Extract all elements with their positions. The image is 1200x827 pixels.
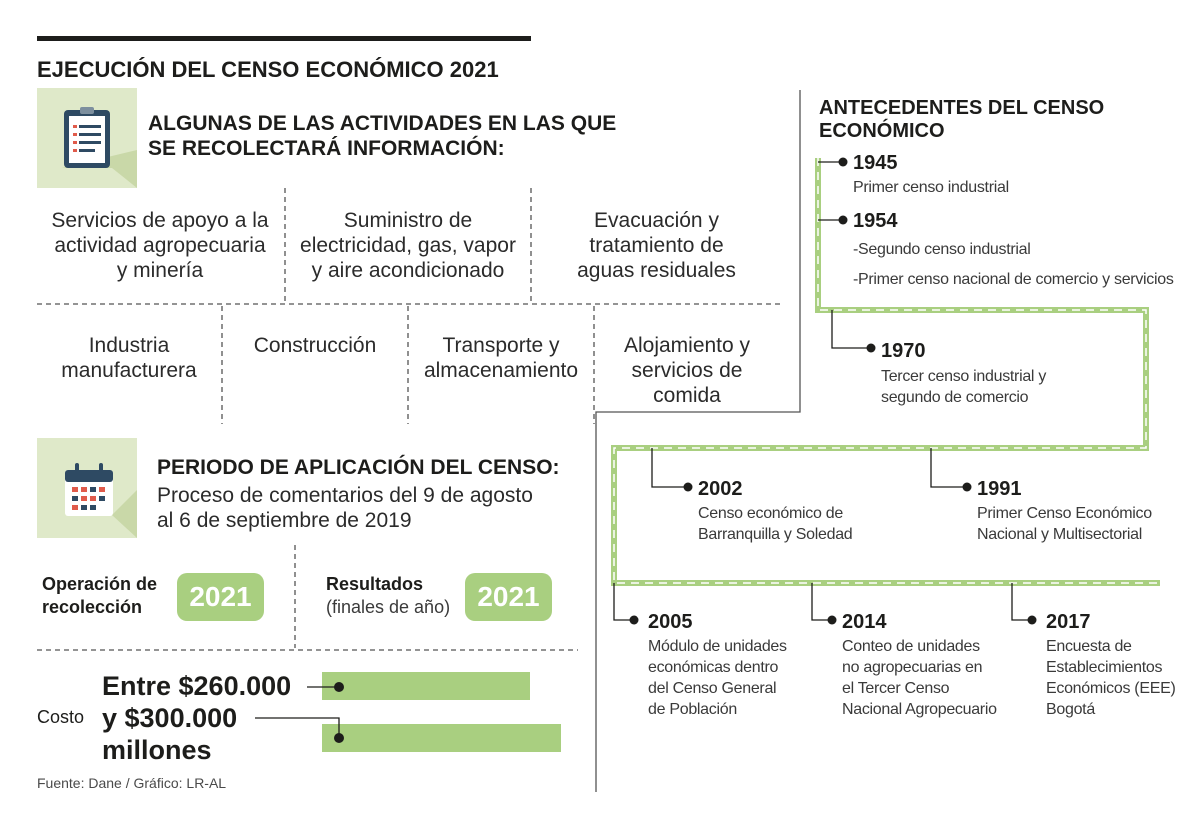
activity-line: y aire acondicionado <box>311 259 505 282</box>
activities-heading <box>148 111 616 161</box>
event-desc-2017 <box>1046 636 1175 720</box>
activity-line: Suministro de <box>343 209 473 232</box>
event-desc-line: -Segundo censo industrial <box>853 241 1031 258</box>
activity-construccion <box>223 333 407 358</box>
cost-line: millones <box>102 735 212 765</box>
event-desc-1954 <box>853 235 1174 295</box>
event-desc-line: de Población <box>648 701 737 718</box>
activity-apoyo-agropecuaria <box>37 208 283 283</box>
event-desc-1945 <box>853 177 1009 198</box>
clipboard-icon <box>37 88 137 188</box>
activity-line: servicios de <box>631 359 743 382</box>
event-desc-line: del Censo General <box>648 680 777 697</box>
event-year-2017: 2017 <box>1046 611 1091 633</box>
event-desc-line: Económicos (EEE) <box>1046 680 1176 697</box>
cost-bar-low <box>322 672 530 700</box>
activity-line: manufacturera <box>61 359 197 382</box>
history-heading-line: ANTECEDENTES DEL CENSO <box>819 97 1105 119</box>
activity-line: Industria <box>88 334 170 357</box>
event-year-1991: 1991 <box>977 478 1022 500</box>
activity-line: comida <box>653 384 721 407</box>
event-desc-line: -Primer censo nacional de comercio y servicios <box>853 271 1174 288</box>
timeline-dot-1954 <box>839 216 848 225</box>
event-year-1970: 1970 <box>881 340 926 362</box>
event-year-2014: 2014 <box>842 611 887 633</box>
event-desc-line: el Tercer Censo <box>842 680 950 697</box>
event-desc-line: segundo de comercio <box>881 389 1029 406</box>
event-desc-line: Módulo de unidades <box>648 638 787 655</box>
event-desc-2014 <box>842 636 997 720</box>
timeline-dot-1970 <box>867 344 876 353</box>
period-heading: PERIODO DE APLICACIÓN DEL CENSO: <box>157 456 560 479</box>
activity-line: actividad agropecuaria <box>54 234 266 257</box>
event-desc-line: Nacional Agropecuario <box>842 701 997 718</box>
event-desc-line: Primer Censo Económico <box>977 505 1152 522</box>
period-line: Proceso de comentarios del 9 de agosto <box>157 484 533 507</box>
timeline-dot-1945 <box>839 158 848 167</box>
activities-heading-line2: SE RECOLECTARÁ INFORMACIÓN: <box>148 137 505 160</box>
history-heading-line: ECONÓMICO <box>819 120 945 142</box>
timeline-dot-2014 <box>828 616 837 625</box>
event-desc-line: Establecimientos <box>1046 659 1163 676</box>
cost-label: Costo <box>37 707 85 727</box>
event-desc-1970 <box>881 366 1046 408</box>
event-year-1954: 1954 <box>853 210 898 232</box>
results-year-badge: 2021 <box>465 573 552 621</box>
cost-bars <box>255 672 561 752</box>
timeline-dot-2002 <box>684 483 693 492</box>
results-sub-line: (finales de año) <box>326 597 451 617</box>
event-desc-line: Bogotá <box>1046 701 1095 718</box>
activity-line: Alojamiento y <box>623 334 751 357</box>
title-rule <box>37 36 531 41</box>
event-desc-line: Encuesta de <box>1046 638 1132 655</box>
activity-line: Construcción <box>253 334 377 357</box>
results-label <box>326 573 450 619</box>
activity-line: Servicios de apoyo a la <box>51 209 269 232</box>
event-desc-2005 <box>648 636 787 720</box>
event-desc-line: Conteo de unidades <box>842 638 980 655</box>
cost-line: y $300.000 <box>102 703 238 733</box>
operation-label-line: recolección <box>42 597 143 617</box>
event-desc-line: Nacional y Multisectorial <box>977 526 1143 543</box>
activity-line: almacenamiento <box>423 359 579 382</box>
activity-suministro-electricidad <box>287 208 529 283</box>
activity-line: electricidad, gas, vapor <box>300 234 516 257</box>
timeline-dot-1991 <box>963 483 972 492</box>
event-desc-line: Tercer censo industrial y <box>881 368 1047 385</box>
activity-line: Transporte y <box>442 334 560 357</box>
activity-line: y minería <box>116 259 204 282</box>
event-year-2002: 2002 <box>698 478 743 500</box>
results-label-line: Resultados <box>326 574 424 594</box>
timeline-dot-2005 <box>630 616 639 625</box>
activity-line: aguas residuales <box>577 259 736 282</box>
activity-line: Evacuación y <box>594 209 719 232</box>
calendar-icon <box>37 438 137 538</box>
activity-transporte <box>409 333 593 383</box>
page-title: EJECUCIÓN DEL CENSO ECONÓMICO 2021 <box>37 57 499 82</box>
event-year-1945: 1945 <box>853 152 898 174</box>
event-desc-line: económicas dentro <box>648 659 779 676</box>
cost-line: Entre $260.000 <box>102 671 292 701</box>
event-desc-line: Barranquilla y Soledad <box>698 526 853 543</box>
source-credit: Fuente: Dane / Gráfico: LR-AL <box>37 775 227 791</box>
event-desc-line: Primer censo industrial <box>853 179 1009 196</box>
history-heading <box>819 97 1104 143</box>
timeline-dot-2017 <box>1028 616 1037 625</box>
cost-bar-high <box>322 724 561 752</box>
operation-label-line: Operación de <box>42 574 158 594</box>
activities-heading-line1: ALGUNAS DE LAS ACTIVIDADES EN LAS QUE <box>148 112 617 135</box>
event-desc-1991 <box>977 503 1152 545</box>
activity-evacuacion-aguas <box>533 208 780 283</box>
event-desc-line: Censo económico de <box>698 505 843 522</box>
operation-year-badge: 2021 <box>177 573 264 621</box>
period-line: al 6 de septiembre de 2019 <box>157 509 412 532</box>
activity-alojamiento-comida <box>595 333 779 408</box>
activity-industria-manufacturera <box>37 333 221 383</box>
event-desc-2002 <box>698 503 852 545</box>
activity-line: tratamiento de <box>589 234 724 257</box>
cost-value <box>102 670 291 766</box>
operation-label <box>42 573 157 619</box>
event-year-2005: 2005 <box>648 611 693 633</box>
event-desc-line: no agropecuarias en <box>842 659 983 676</box>
period-description <box>157 483 533 533</box>
